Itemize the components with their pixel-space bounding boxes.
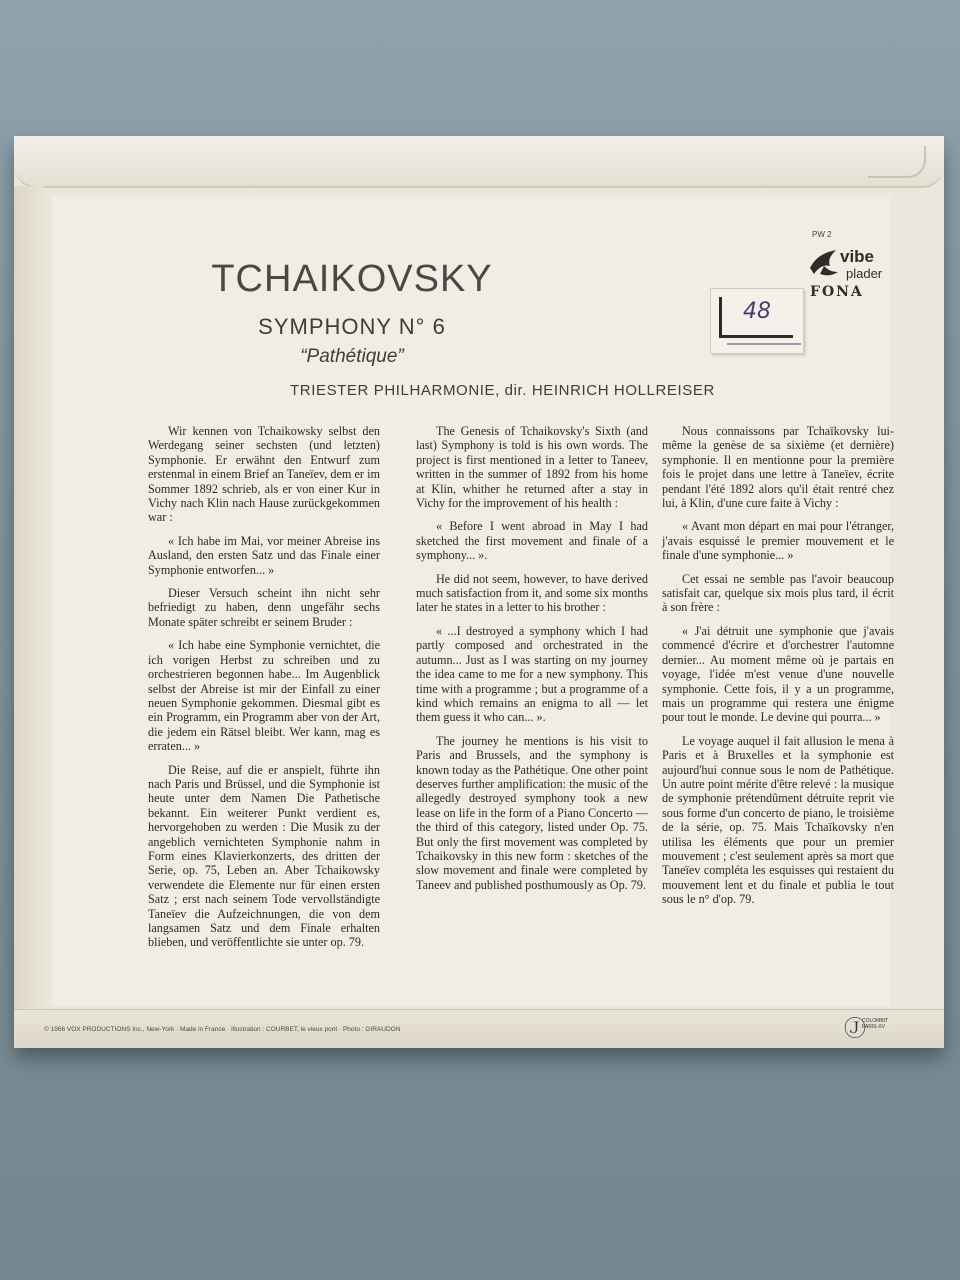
english-paragraph: « Before I went abroad in May I had sketched the first movement and finale of a symphony... ». xyxy=(416,519,648,563)
label-line-2: plader xyxy=(846,266,883,281)
printer-mark xyxy=(844,1012,904,1040)
flap-fold xyxy=(868,146,926,178)
printer-logo-icon: Ⓙ xyxy=(844,1017,867,1042)
credits-footer: © 1966 VOX PRODUCTIONS Inc., New-York · Made in France · Illustration : COURBET, le vieux pont · Photo : GIRAUDON xyxy=(44,1026,401,1033)
work-nickname: “Pathétique” xyxy=(300,346,404,367)
english-column xyxy=(416,424,648,901)
label-line-1: vibe xyxy=(840,247,875,266)
german-paragraph: Die Reise, auf die er anspielt, führte ihn nach Paris und Brüssel, und die Symphonie ist heute unter dem Namen Die Pathetische bekannt. Ein weiterer Punkt verdient es, hervorgehoben zu werden : Die Musik zu der angeblich vernichteten Symphonie nahm in Form eines Klavierkonzerts, des dritten der Serie, op. 75, Leben an. Aber Tchaikowsky verwendete die Elemente nur für einen ersten Satz ; erst nach seinem Tode vervollständigte Taneïev die Aufzeichnungen, die von dem langsamen Satz und dem Finale erhalten blieben, und veröffentlichte sie unter op. 79. xyxy=(148,762,380,950)
english-paragraph: He did not seem, however, to have derived much satisfaction from it, and some six months later he states in a letter to his brother : xyxy=(416,571,648,615)
catalog-number: PW 2 xyxy=(812,230,832,239)
english-paragraph: The Genesis of Tchaikovsky's Sixth (and last) Symphony is told is his own words. The project is first mentioned in a letter to Taneev, written in the summer of 1892 from his home at Klin, whither he returned after a stay in Vichy for the improvement of his health : xyxy=(416,424,648,511)
french-paragraph: « Avant mon départ en mai pour l'étranger, j'avais esquissé le premier mouvement et le finale d'une symphonie... » xyxy=(662,519,894,563)
sticker-bar-vertical xyxy=(719,297,722,337)
liner-notes-panel xyxy=(52,196,894,1006)
german-paragraph: Wir kennen von Tchaikowsky selbst den Werdegang seiner sechsten (und letzten) Symphonie. Er erwähnt den Entwurf zum erstenmal in einem Brief an Taneïev, dem er im Sommer 1892 schrieb, als er von einer Kur in Vichy nach Klin nach Hause zurückgekommen war : xyxy=(148,424,380,525)
german-paragraph: Dieser Versuch scheint ihn nicht sehr befriedigt zu haben, denn ungefähr sechs Monate später schreibt er seinem Bruder : xyxy=(148,586,380,629)
french-paragraph: Cet essai ne semble pas l'avoir beaucoup satisfait car, quelque six mois plus tard, il écrit à son frère : xyxy=(662,571,894,615)
french-paragraph: Le voyage auquel il fait allusion le mena à Paris et à Bruxelles et la symphonie est aujourd'hui connue sous le nom de Pathétique. Un autre point mérite d'être relevé : la musique de symphonie prétendûment détruite reprit vie sous forme d'un concerto de piano, le troisième de la série, op. 75. Mais Tchaïkovsky n'en utilisa les éléments que pour un premier mouvement ; c'est seulement après sa mort que Taneïev compléta les esquisses qui restaient du mouvement lent et du finale et publia le tout sous le n° d'op. 79. xyxy=(662,733,894,907)
german-paragraph: « Ich habe eine Symphonie vernichtet, die ich vorigen Herbst zu schreiben und zu orchestrieren begonnen habe... Im Augenblick selbst der Abreise ist mir der Einfall zu einer neuen Symphonie gekommen. Diesmal gibt es ein Programm, ein Programm aber von der Art, die jedem ein Rätsel bleibt. Wer kann, mag es erraten... » xyxy=(148,638,380,754)
sticker-bar-shadow xyxy=(727,343,801,345)
sleeve-flap xyxy=(14,136,944,188)
english-paragraph: The journey he mentions is his visit to Paris and Brussels, and the symphony is known today as the Pathétique. One other point deserves further amplification: the music of the allegedly destroyed symphony took a new lease on life in the form of a Piano Concerto — the third of this category, listed under Op. 75. But only the first movement was completed by Tchaikovsky in this new form : sketches of the slow movement and finale were completed by Taneev and published posthumously as Op. 79. xyxy=(416,733,648,892)
composer-title: TCHAIKOVSKY xyxy=(211,258,493,300)
bird-icon xyxy=(806,246,842,280)
german-column xyxy=(148,424,380,959)
german-paragraph: « Ich habe im Mai, vor meiner Abreise ins Ausland, den ersten Satz und das Finale einer Symphonie entworfen... » xyxy=(148,533,380,577)
work-title: SYMPHONY N° 6 xyxy=(258,314,446,339)
sleeve-edge xyxy=(14,186,44,1016)
sticker-bar-horizontal xyxy=(719,335,793,338)
record-sleeve xyxy=(14,136,944,1048)
sticker-number: 48 xyxy=(743,299,771,324)
french-column xyxy=(662,424,894,916)
printer-name: COLOMBIT xyxy=(862,1018,889,1024)
english-paragraph: « ...I destroyed a symphony which I had partly composed and orchestrated in the autumn... Just as I was starting on my journey the idea came to me for a new symphony. This time with a programme ; but a programme of a kind which remains an enigma to all — let them guess it who can... ». xyxy=(416,623,648,725)
french-paragraph: Nous connaissons par Tchaïkovsky lui-même la genèse de sa sixième (et dernière) symphonie. Il en mentionne pour la première fois le projet dans une lettre à Taneïev, écrite pendant l'été 1892 alors qu'il était rentré chez lui, à Klin, d'une cure faite à Vichy : xyxy=(662,424,894,511)
label-logo xyxy=(806,246,906,306)
price-sticker xyxy=(710,288,804,354)
printer-text xyxy=(862,1018,888,1030)
performers-line: TRIESTER PHILHARMONIE, dir. HEINRICH HOLLREISER xyxy=(290,382,715,399)
label-brand: FONA xyxy=(810,284,864,300)
french-paragraph: « J'ai détruit une symphonie que j'avais commencé d'écrire et d'orchestrer l'automne dernier... Au moment même où je partais en voyage, l'idée m'est venue d'une nouvelle symphonie. Cette fois, il y a un programme, mais un programme qui restera une énigme pour tout le monde. Le devine qui pourra... » xyxy=(662,623,894,725)
printer-city: PARIS-XV xyxy=(862,1024,885,1030)
